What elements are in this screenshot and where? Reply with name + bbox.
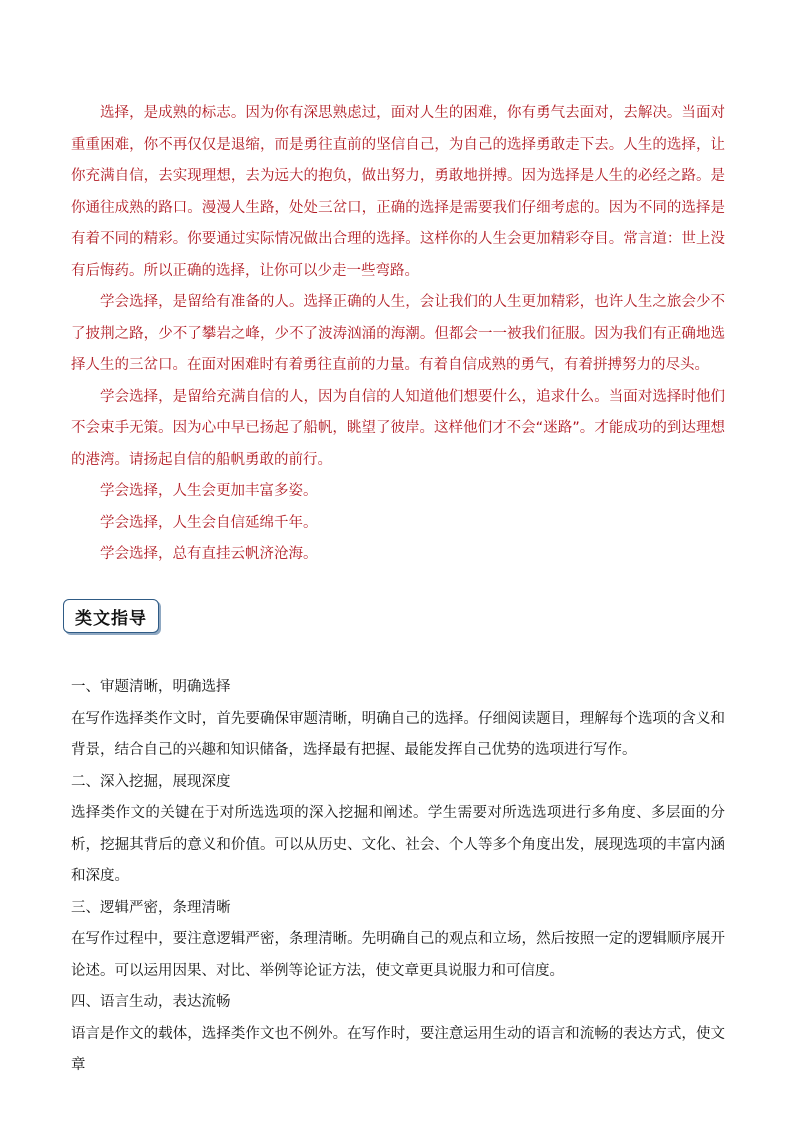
essay-paragraph: 学会选择，是留给有准备的人。选择正确的人生，会让我们的人生更加精彩，也许人生之旅会少不了披荆之路，少不了攀岩之峰，少不了波涛汹涌的海潮。但都会一一被我们征服。因为我们有正确地选择人生的三岔口。在面对困难时有着勇往直前的力量。有着自信成熟的勇气，有着拼搏努力的尽头。 bbox=[71, 294, 725, 373]
guide-heading: 一、审题清晰，明确选择 bbox=[71, 679, 231, 695]
essay-body bbox=[71, 98, 725, 571]
guide-heading: 二、深入挖掘，展现深度 bbox=[71, 773, 231, 790]
guide-body bbox=[71, 672, 725, 1082]
essay-paragraph: 学会选择，人生会更加丰富多姿。 bbox=[100, 483, 318, 499]
guide-heading: 四、语言生动，表达流畅 bbox=[71, 994, 231, 1010]
essay-paragraph: 学会选择，人生会自信延绵千年。 bbox=[100, 514, 318, 531]
guide-paragraph: 选择类作文的关键在于对所选选项的深入挖掘和阐述。学生需要对所选选项进行多角度、多层面的分析，挖掘其背后的意义和价值。可以从历史、文化、社会、个人等多个角度出发，展现选项的丰富内涵和深度。 bbox=[71, 805, 725, 884]
guide-paragraph: 在写作选择类作文时，首先要确保审题清晰，明确自己的选择。仔细阅读题目，理解每个选项的含义和背景，结合自己的兴趣和知识储备，选择最有把握、最能发挥自己优势的选项进行写作。 bbox=[71, 710, 725, 758]
guide-heading: 三、逻辑严密，条理清晰 bbox=[71, 899, 231, 916]
essay-paragraph: 学会选择，是留给充满自信的人，因为自信的人知道他们想要什么，追求什么。当面对选择时他们不会束手无策。因为心中早已扬起了船帆，眺望了彼岸。这样他们才不会“迷路”。才能成功的到达理想的港湾。请扬起自信的船帆勇敢的前行。 bbox=[71, 388, 725, 468]
guide-paragraph: 在写作过程中，要注意逻辑严密，条理清晰。先明确自己的观点和立场，然后按照一定的逻辑顺序展开论述。可以运用因果、对比、举例等论证方法，使文章更具说服力和可信度。 bbox=[71, 931, 725, 979]
section-title-box bbox=[63, 599, 159, 633]
essay-paragraph: 选择，是成熟的标志。因为你有深思熟虑过，面对人生的困难，你有勇气去面对，去解决。当面对重重困难，你不再仅仅是退缩，而是勇往直前的坚信自己，为自己的选择勇敢走下去。人生的选择，让你充满自信，去实现理想，去为远大的抱负，做出努力，勇敢地拼搏。因为选择是人生的必经之路。是你通往成熟的路口。漫漫人生路，处处三岔口，正确的选择是需要我们仔细考虑的。因为不同的选择是有着不同的精彩。你要通过实际情况做出合理的选择。这样你的人生会更加精彩夺目。常言道：世上没有后悔药。所以正确的选择，让你可以少走一些弯路。 bbox=[71, 105, 725, 279]
essay-paragraph: 学会选择，总有直挂云帆济沧海。 bbox=[100, 546, 318, 562]
section-title: 类文指导 bbox=[75, 608, 147, 629]
guide-paragraph: 语言是作文的载体，选择类作文也不例外。在写作时，要注意运用生动的语言和流畅的表达方式，使文章 bbox=[71, 1025, 725, 1073]
